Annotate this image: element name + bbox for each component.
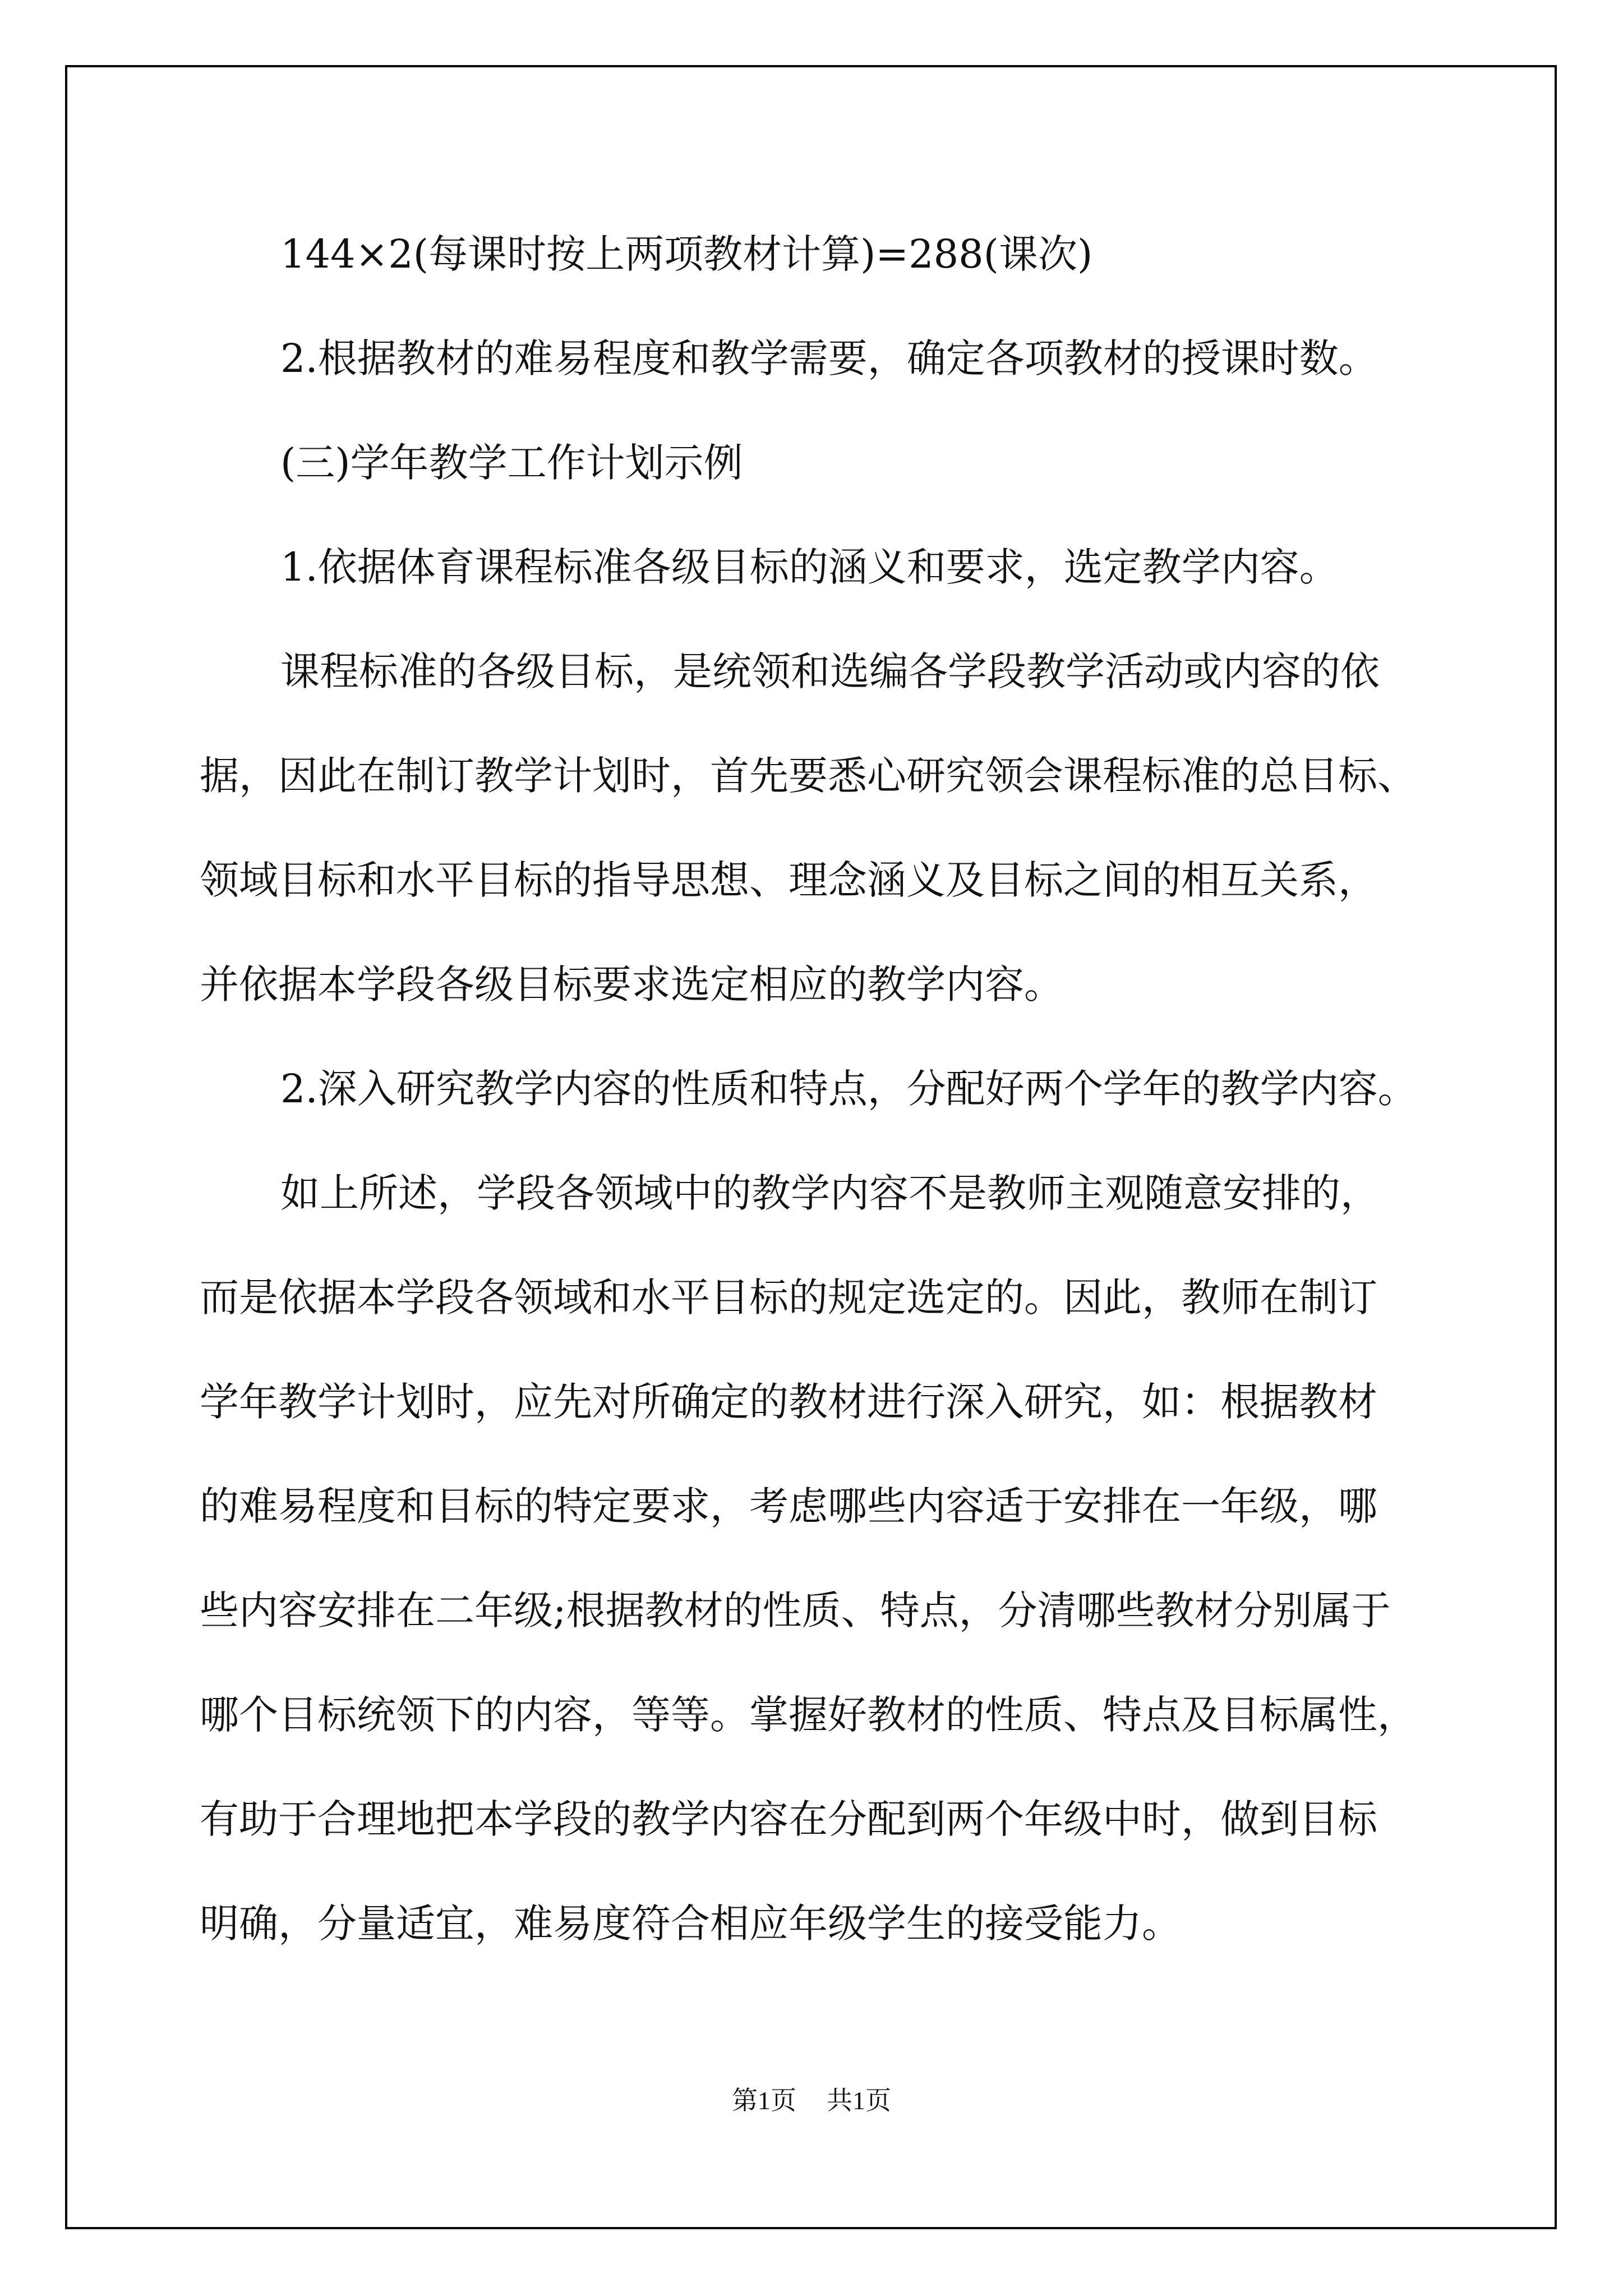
paragraph-line: 而是依据本学段各领域和水平目标的规定选定的。因此，教师在制订	[200, 1274, 1377, 1320]
paragraph-line: 学年教学计划时，应先对所确定的教材进行深入研究，如：根据教材	[200, 1379, 1377, 1425]
paragraph-line: 1.依据体育课程标准各级目标的涵义和要求，选定教学内容。	[280, 544, 1339, 590]
paragraph-line: 哪个目标统领下的内容，等等。掌握好教材的性质、特点及目标属性，	[200, 1692, 1417, 1738]
page-footer	[0, 2080, 1623, 2117]
paragraph-line: 并依据本学段各级目标要求选定相应的教学内容。	[200, 961, 1063, 1007]
section-heading: (三)学年教学工作计划示例	[280, 440, 743, 486]
document-body	[200, 202, 1461, 1976]
paragraph-line: 的难易程度和目标的特定要求，考虑哪些内容适于安排在一年级，哪	[200, 1483, 1377, 1529]
total-pages-label: 共1页	[827, 2086, 891, 2115]
current-page-label: 第1页	[732, 2086, 796, 2115]
paragraph-line: 2.深入研究教学内容的性质和特点，分配好两个学年的教学内容。	[280, 1066, 1417, 1112]
paragraph-line: 据，因此在制订教学计划时，首先要悉心研究领会课程标准的总目标、	[200, 753, 1417, 799]
paragraph-line: 明确，分量适宜，难易度符合相应年级学生的接受能力。	[200, 1901, 1181, 1947]
paragraph-line: 有助于合理地把本学段的教学内容在分配到两个年级中时，做到目标	[200, 1796, 1377, 1842]
paragraph-line: 如上所述，学段各领域中的教学内容不是教师主观随意安排的，	[280, 1170, 1380, 1216]
paragraph-line: 些内容安排在二年级;根据教材的性质、特点，分清哪些教材分别属于	[200, 1588, 1391, 1634]
paragraph-line: 2.根据教材的难易程度和教学需要，确定各项教材的授课时数。	[280, 335, 1378, 381]
paragraph-line: 课程标准的各级目标，是统领和选编各学段教学活动或内容的依	[280, 648, 1380, 694]
paragraph-line: 144×2(每课时按上两项教材计算)=288(课次)	[280, 231, 1093, 277]
paragraph-line: 领域目标和水平目标的指导思想、理念涵义及目标之间的相互关系，	[200, 857, 1377, 903]
